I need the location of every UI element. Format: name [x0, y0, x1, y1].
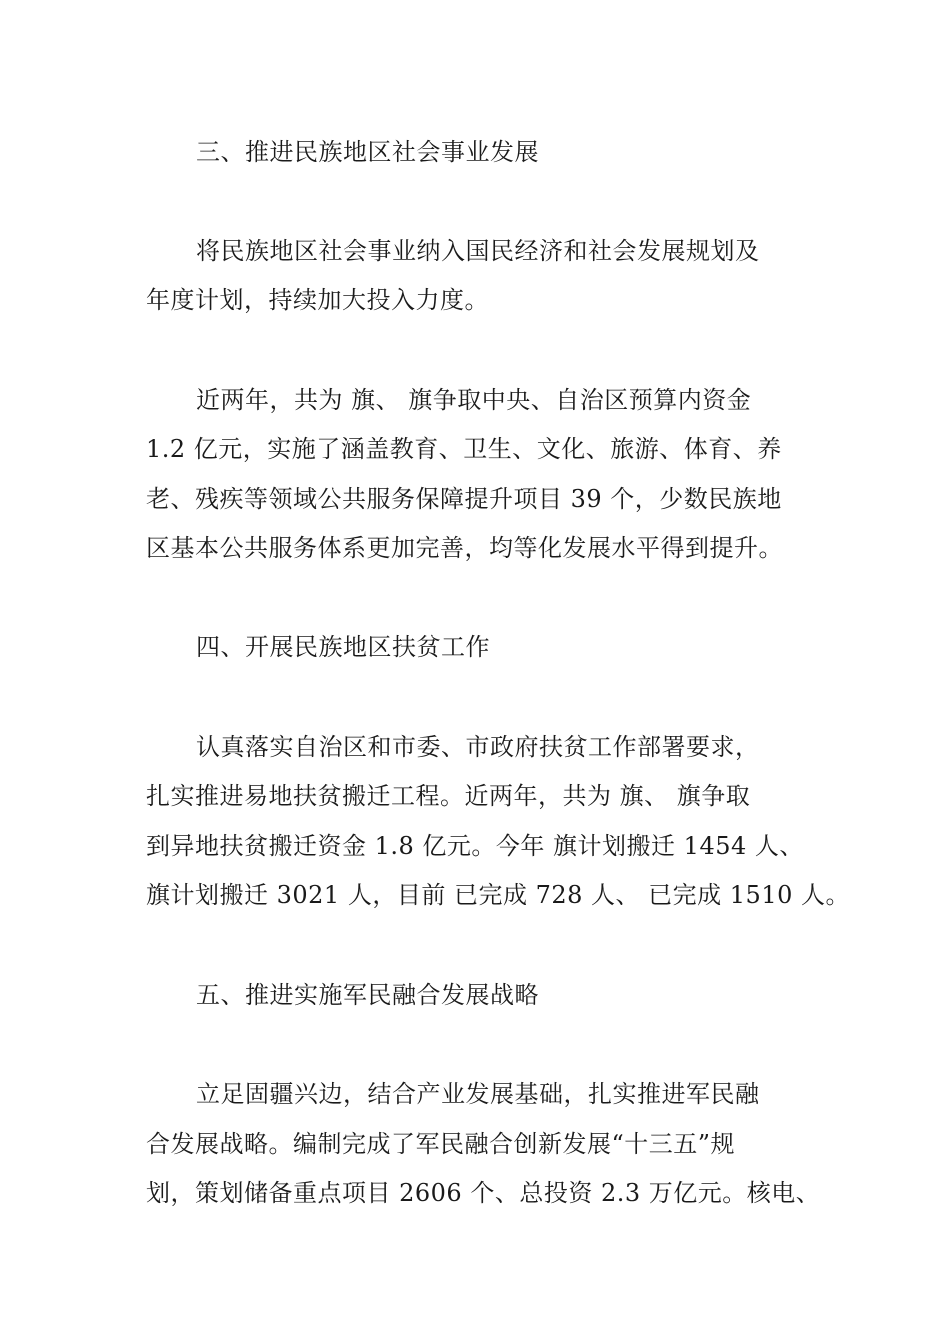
- section-heading-5: 五、推进实施军民融合发展战略: [196, 981, 539, 1009]
- paragraph-line: 年度计划，持续加大投入力度。: [146, 286, 489, 314]
- paragraph-line: 1.2 亿元，实施了涵盖教育、卫生、文化、旅游、体育、养: [146, 435, 782, 463]
- section-heading-4: 四、开展民族地区扶贫工作: [196, 633, 490, 661]
- paragraph-line: 认真落实自治区和市委、市政府扶贫工作部署要求，: [196, 733, 760, 761]
- paragraph-line: 扎实推进易地扶贫搬迁工程。近两年，共为 旗、 旗争取: [146, 782, 751, 810]
- paragraph-line: 将民族地区社会事业纳入国民经济和社会发展规划及: [196, 237, 760, 265]
- paragraph-line: 到异地扶贫搬迁资金 1.8 亿元。今年 旗计划搬迁 1454 人、: [146, 832, 804, 860]
- paragraph-line: 划，策划储备重点项目 2606 个、总投资 2.3 万亿元。核电、: [146, 1179, 821, 1207]
- paragraph-line: 合发展战略。编制完成了军民融合创新发展“十三五”规: [146, 1130, 736, 1158]
- section-heading-3: 三、推进民族地区社会事业发展: [196, 138, 539, 166]
- paragraph-line: 老、残疾等领域公共服务保障提升项目 39 个，少数民族地: [146, 485, 782, 513]
- paragraph-line: 旗计划搬迁 3021 人，目前 已完成 728 人、 已完成 1510 人。: [146, 881, 850, 909]
- paragraph-line: 立足固疆兴边，结合产业发展基础，扎实推进军民融: [196, 1080, 760, 1108]
- paragraph-line: 近两年，共为 旗、 旗争取中央、自治区预算内资金: [196, 386, 752, 414]
- paragraph-line: 区基本公共服务体系更加完善，均等化发展水平得到提升。: [146, 534, 783, 562]
